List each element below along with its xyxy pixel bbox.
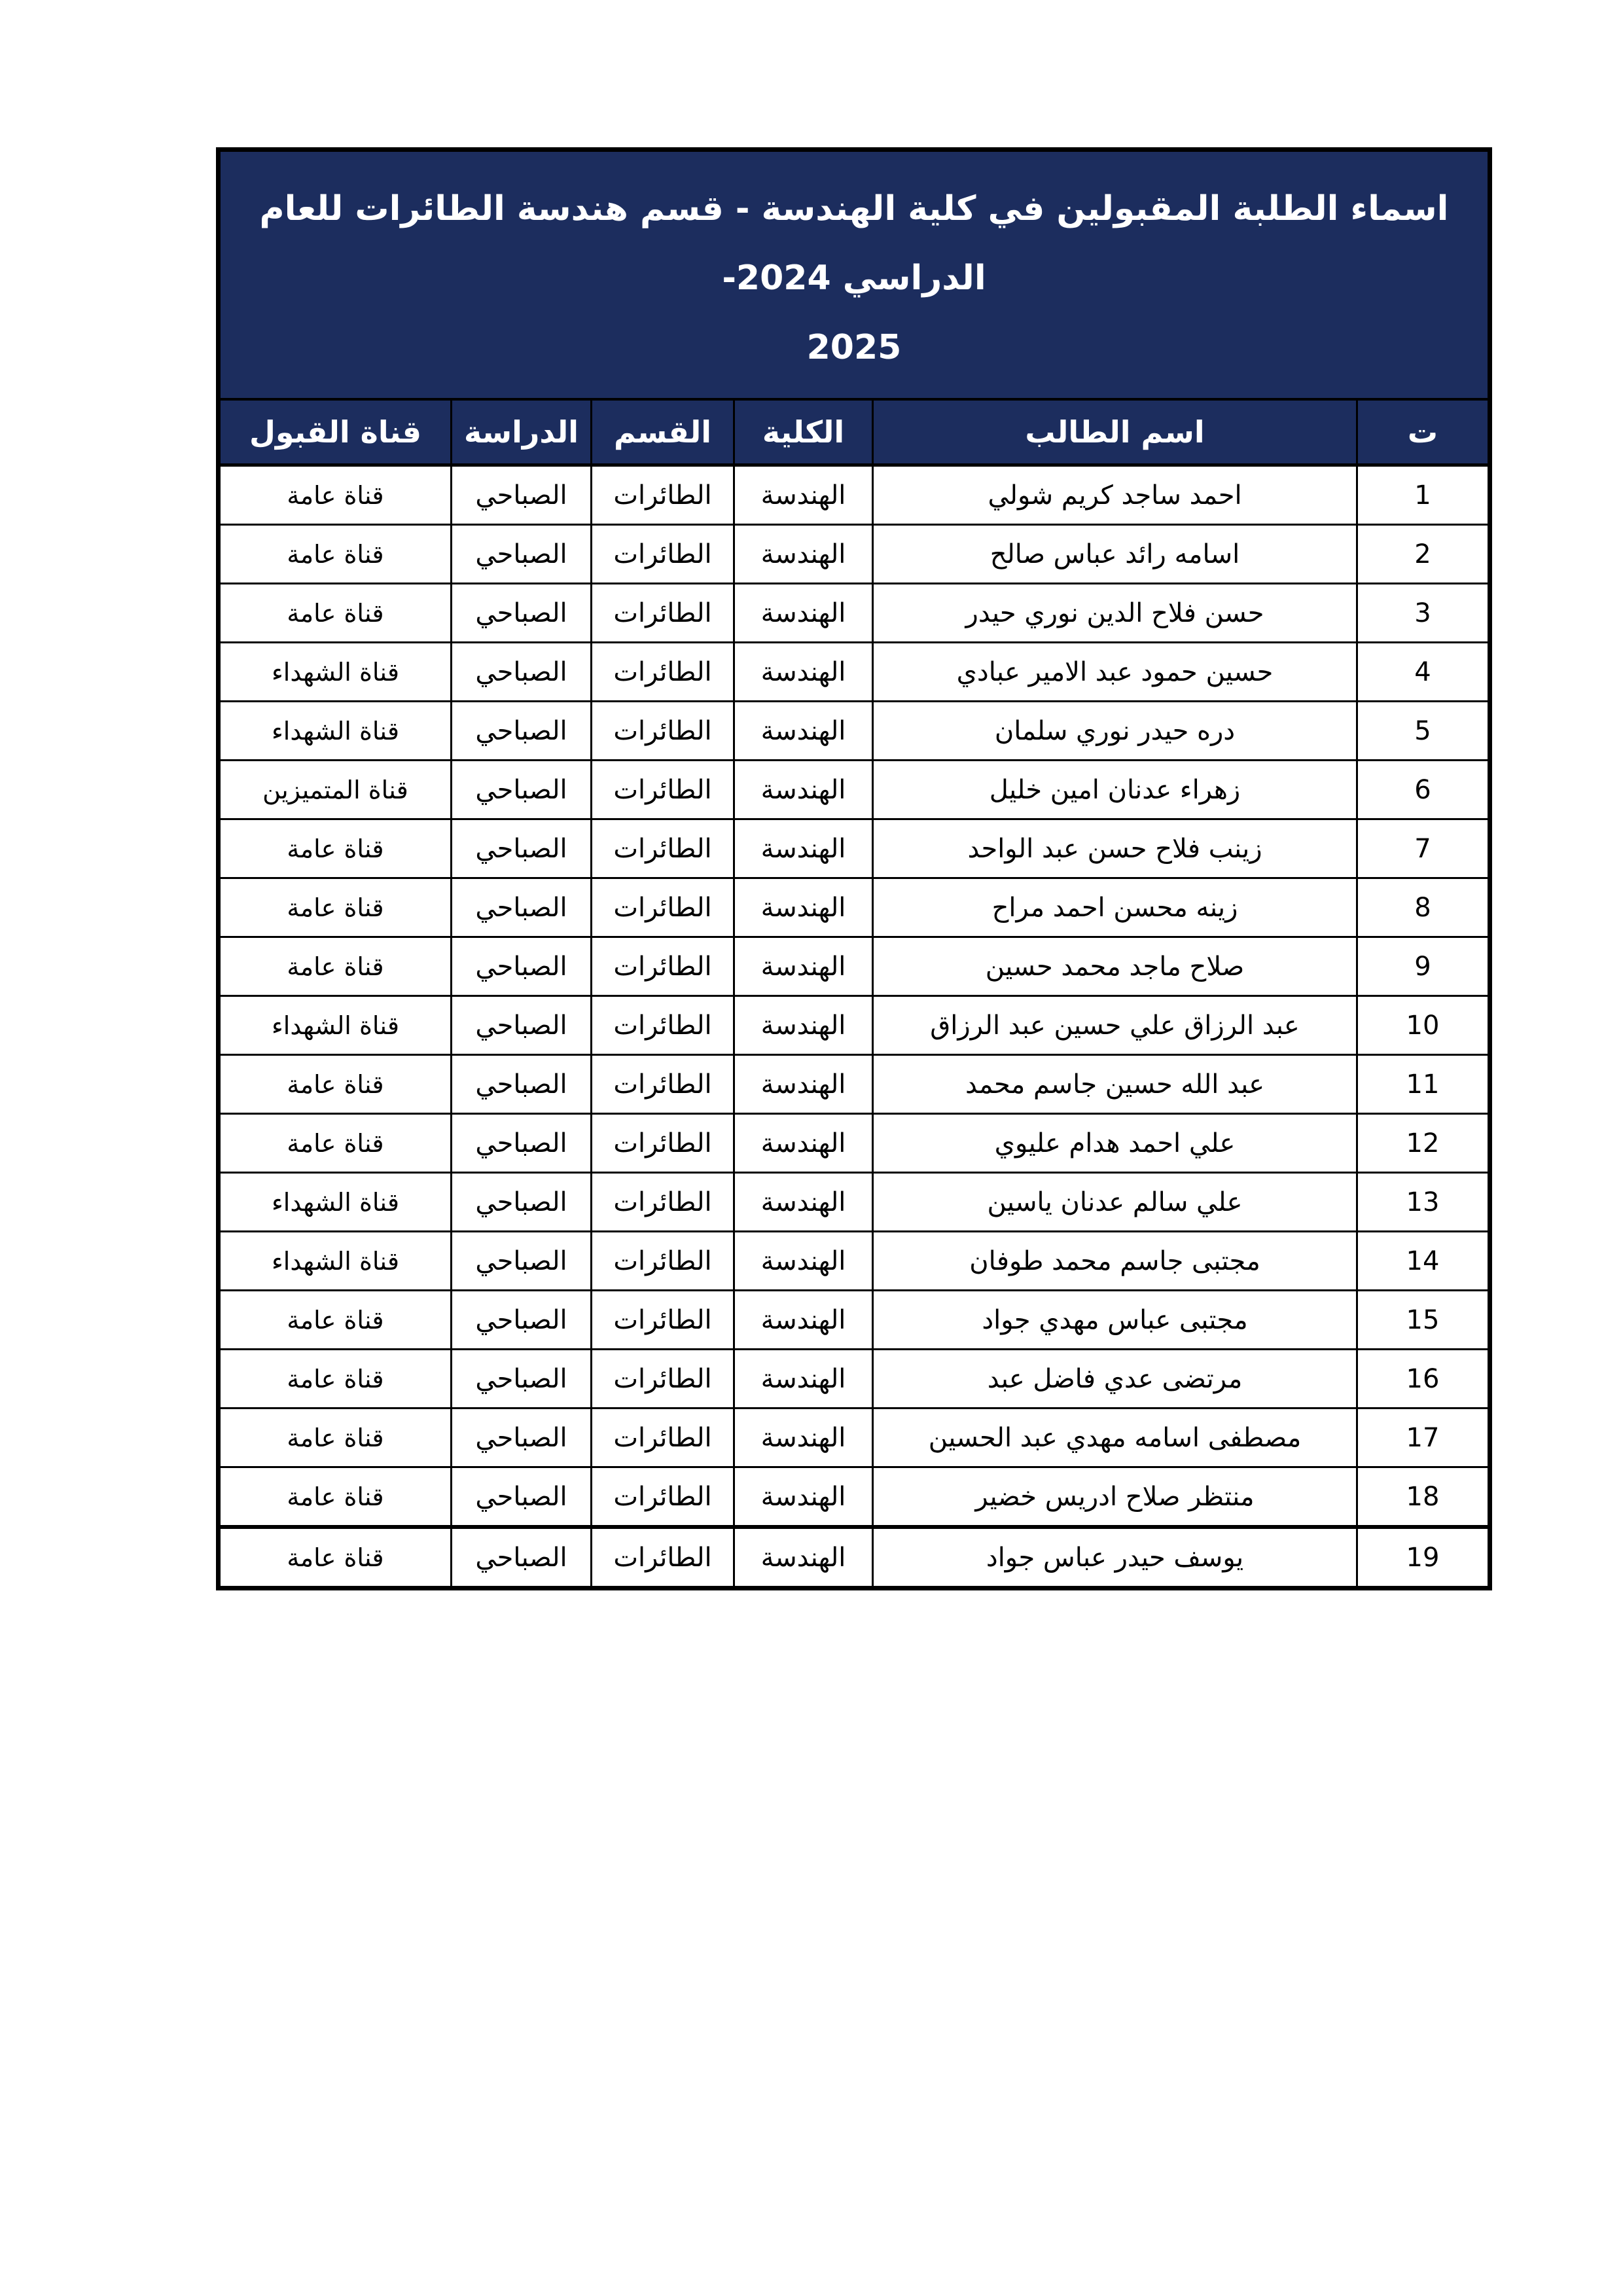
- row-number: 3: [1414, 598, 1431, 628]
- college-cell: الهندسة: [735, 997, 874, 1054]
- department-cell: الطائرات: [592, 1232, 735, 1289]
- student-name: عبد الرزاق علي حسين عبد الرزاق: [874, 997, 1358, 1054]
- study-cell: الصباحي: [452, 1232, 592, 1289]
- study-cell: الصباحي: [452, 1056, 592, 1113]
- student-name: مصطفى اسامه مهدي عبد الحسين: [874, 1409, 1358, 1466]
- college-cell: الهندسة: [735, 1350, 874, 1407]
- table-title: [221, 152, 1488, 401]
- college-cell: الهندسة: [735, 1174, 874, 1230]
- department-cell: الطائرات: [592, 1115, 735, 1172]
- row-number: 10: [1406, 1010, 1440, 1041]
- row-number: 2: [1414, 539, 1431, 569]
- table-row: [221, 759, 1488, 818]
- student-name: حسين حمود عبد الامير عبادي: [874, 643, 1358, 700]
- department-cell: الطائرات: [592, 997, 735, 1054]
- department-cell: الطائرات: [592, 1409, 735, 1466]
- student-name: علي احمد هدام عليوي: [874, 1115, 1358, 1172]
- study-cell: الصباحي: [452, 1350, 592, 1407]
- admission-channel-cell: قناة عامة: [221, 526, 452, 583]
- department-cell: الطائرات: [592, 761, 735, 818]
- header-college: الكلية: [735, 401, 874, 463]
- row-number: 17: [1406, 1422, 1440, 1453]
- study-cell: الصباحي: [452, 702, 592, 759]
- table-title-line2: 2025: [806, 328, 902, 367]
- row-number: 1: [1414, 480, 1431, 511]
- header-student-name: اسم الطالب: [874, 401, 1358, 463]
- study-cell: الصباحي: [452, 643, 592, 700]
- row-number: 18: [1406, 1481, 1440, 1512]
- college-cell: الهندسة: [735, 879, 874, 936]
- student-name: عبد الله حسين جاسم محمد: [874, 1056, 1358, 1113]
- student-name: علي سالم عدنان ياسين: [874, 1174, 1358, 1230]
- table-row: [221, 1230, 1488, 1289]
- college-cell: الهندسة: [735, 584, 874, 641]
- table-row: [221, 524, 1488, 583]
- admission-channel-cell: قناة عامة: [221, 879, 452, 936]
- admission-channel-cell: قناة عامة: [221, 1056, 452, 1113]
- department-cell: الطائرات: [592, 526, 735, 583]
- row-number: 4: [1414, 656, 1431, 687]
- admission-channel-cell: قناة الشهداء: [221, 997, 452, 1054]
- table-row: [221, 1348, 1488, 1407]
- table-row: [221, 1113, 1488, 1172]
- department-cell: الطائرات: [592, 467, 735, 524]
- admission-channel-cell: قناة عامة: [221, 1115, 452, 1172]
- study-cell: الصباحي: [452, 761, 592, 818]
- table-title-line1: اسماء الطلبة المقبولين في كلية الهندسة - قسم هندسة الطائرات للعام الدراسي 2024-: [259, 189, 1449, 298]
- department-cell: الطائرات: [592, 643, 735, 700]
- table-row: [221, 877, 1488, 936]
- college-cell: الهندسة: [735, 1056, 874, 1113]
- table-row: [221, 1407, 1488, 1466]
- admission-channel-cell: قناة الشهداء: [221, 1232, 452, 1289]
- student-name: زهراء عدنان امين خليل: [874, 761, 1358, 818]
- admission-channel-cell: قناة عامة: [221, 820, 452, 877]
- admission-channel-cell: قناة عامة: [221, 1350, 452, 1407]
- student-name: مجتبى جاسم محمد طوفان: [874, 1232, 1358, 1289]
- table-row: [221, 583, 1488, 641]
- student-name: مرتضى عدي فاضل عبد: [874, 1350, 1358, 1407]
- department-cell: الطائرات: [592, 1529, 735, 1586]
- study-cell: الصباحي: [452, 584, 592, 641]
- college-cell: الهندسة: [735, 1409, 874, 1466]
- table-row: [221, 641, 1488, 700]
- table-row: [221, 467, 1488, 524]
- header-no: ت: [1407, 414, 1438, 450]
- department-cell: الطائرات: [592, 820, 735, 877]
- admission-channel-cell: قناة الشهداء: [221, 702, 452, 759]
- student-name: احمد ساجد كريم شولي: [874, 467, 1358, 524]
- table-row: [221, 1466, 1488, 1525]
- department-cell: الطائرات: [592, 879, 735, 936]
- row-number: 9: [1414, 951, 1431, 982]
- student-name: دره حيدر نوري سلمان: [874, 702, 1358, 759]
- college-cell: الهندسة: [735, 1468, 874, 1525]
- college-cell: الهندسة: [735, 1291, 874, 1348]
- row-number: 15: [1406, 1304, 1440, 1335]
- admission-channel-cell: قناة عامة: [221, 1529, 452, 1586]
- row-number: 5: [1414, 715, 1431, 746]
- department-cell: الطائرات: [592, 1174, 735, 1230]
- table-row: [221, 936, 1488, 995]
- admission-channel-cell: قناة عامة: [221, 467, 452, 524]
- study-cell: الصباحي: [452, 1468, 592, 1525]
- admission-channel-cell: قناة الشهداء: [221, 643, 452, 700]
- college-cell: الهندسة: [735, 1232, 874, 1289]
- row-number: 6: [1414, 774, 1431, 805]
- student-name: صلاح ماجد محمد حسين: [874, 938, 1358, 995]
- study-cell: الصباحي: [452, 1291, 592, 1348]
- department-cell: الطائرات: [592, 1056, 735, 1113]
- student-name: يوسف حيدر عباس جواد: [874, 1529, 1358, 1586]
- admission-channel-cell: قناة الشهداء: [221, 1174, 452, 1230]
- college-cell: الهندسة: [735, 467, 874, 524]
- admission-channel-cell: قناة عامة: [221, 584, 452, 641]
- college-cell: الهندسة: [735, 1115, 874, 1172]
- student-name: زينه محسن احمد مراح: [874, 879, 1358, 936]
- header-admission-channel: قناة القبول: [221, 401, 452, 463]
- department-cell: الطائرات: [592, 1291, 735, 1348]
- table-header-row: [221, 401, 1488, 467]
- row-number: 8: [1414, 892, 1431, 923]
- admission-channel-cell: قناة عامة: [221, 938, 452, 995]
- college-cell: الهندسة: [735, 526, 874, 583]
- admission-channel-cell: قناة عامة: [221, 1291, 452, 1348]
- row-number: 11: [1406, 1069, 1440, 1100]
- row-number: 16: [1406, 1363, 1440, 1394]
- college-cell: الهندسة: [735, 1529, 874, 1586]
- header-department: القسم: [592, 401, 735, 463]
- table-row: [221, 1172, 1488, 1230]
- admission-channel-cell: قناة عامة: [221, 1468, 452, 1525]
- student-name: حسن فلاح الدين نوري حيدر: [874, 584, 1358, 641]
- table-row: [221, 1525, 1488, 1586]
- study-cell: الصباحي: [452, 1174, 592, 1230]
- department-cell: الطائرات: [592, 1468, 735, 1525]
- table-row: [221, 1054, 1488, 1113]
- admission-channel-cell: قناة المتميزين: [221, 761, 452, 818]
- table-row: [221, 995, 1488, 1054]
- department-cell: الطائرات: [592, 584, 735, 641]
- department-cell: الطائرات: [592, 1350, 735, 1407]
- row-number: 13: [1406, 1187, 1440, 1217]
- row-number: 7: [1414, 833, 1431, 864]
- table-row: [221, 1289, 1488, 1348]
- college-cell: الهندسة: [735, 820, 874, 877]
- student-name: مجتبى عباس مهدي جواد: [874, 1291, 1358, 1348]
- department-cell: الطائرات: [592, 938, 735, 995]
- table-row: [221, 818, 1488, 877]
- study-cell: الصباحي: [452, 997, 592, 1054]
- college-cell: الهندسة: [735, 761, 874, 818]
- college-cell: الهندسة: [735, 938, 874, 995]
- row-number: 14: [1406, 1246, 1440, 1276]
- study-cell: الصباحي: [452, 526, 592, 583]
- header-study: الدراسة: [452, 401, 592, 463]
- study-cell: الصباحي: [452, 1529, 592, 1586]
- college-cell: الهندسة: [735, 643, 874, 700]
- study-cell: الصباحي: [452, 879, 592, 936]
- students-table: [216, 147, 1492, 1590]
- admission-channel-cell: قناة عامة: [221, 1409, 452, 1466]
- row-number: 12: [1406, 1128, 1440, 1158]
- student-name: اسامه رائد عباس صالح: [874, 526, 1358, 583]
- study-cell: الصباحي: [452, 938, 592, 995]
- college-cell: الهندسة: [735, 702, 874, 759]
- study-cell: الصباحي: [452, 467, 592, 524]
- student-name: زينب فلاح حسن عبد الواحد: [874, 820, 1358, 877]
- student-name: منتظر صلاح ادريس خضير: [874, 1468, 1358, 1525]
- study-cell: الصباحي: [452, 820, 592, 877]
- table-row: [221, 700, 1488, 759]
- study-cell: الصباحي: [452, 1115, 592, 1172]
- row-number: 19: [1406, 1542, 1440, 1573]
- study-cell: الصباحي: [452, 1409, 592, 1466]
- department-cell: الطائرات: [592, 702, 735, 759]
